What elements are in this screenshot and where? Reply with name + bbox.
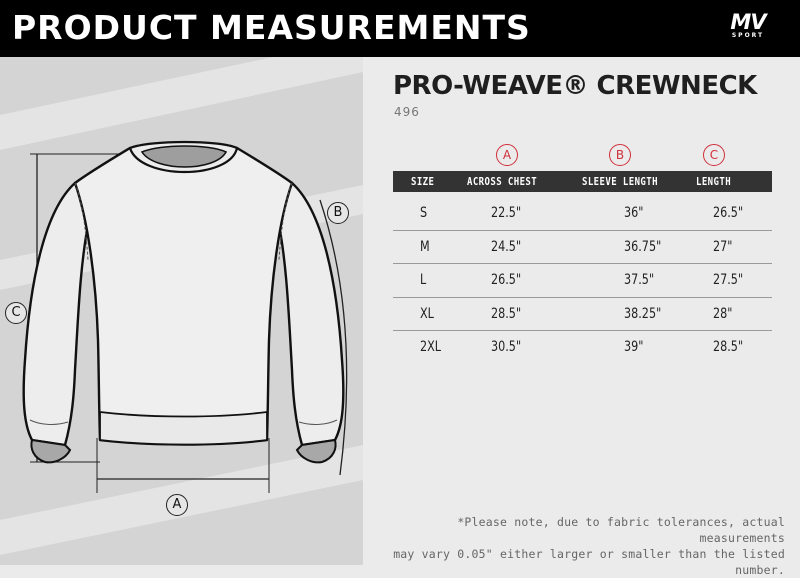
cell-sleeve-length: 38.25" bbox=[624, 305, 662, 322]
cell-length: 28" bbox=[713, 305, 733, 322]
cell-length: 27.5" bbox=[713, 272, 744, 288]
crewneck-illustration bbox=[0, 57, 363, 565]
garment-illustration-panel bbox=[0, 57, 363, 565]
cell-length: 26.5" bbox=[713, 205, 744, 221]
brand-logo bbox=[724, 12, 772, 44]
background-stripe bbox=[0, 57, 363, 150]
row-divider bbox=[393, 230, 772, 231]
waistband bbox=[100, 412, 267, 445]
cell-size: M bbox=[420, 238, 430, 255]
cell-size: L bbox=[420, 272, 427, 288]
cell-size: S bbox=[420, 205, 428, 221]
cell-size: XL bbox=[420, 305, 434, 322]
row-divider bbox=[393, 330, 772, 331]
row-divider bbox=[393, 263, 772, 264]
cell-sleeve-length: 36" bbox=[624, 205, 644, 221]
logo-subtext: SPORT bbox=[731, 32, 765, 39]
header-length: LENGTH bbox=[696, 175, 732, 188]
cell-across-chest: 28.5" bbox=[491, 305, 522, 322]
cell-length: 28.5" bbox=[713, 339, 744, 355]
cell-across-chest: 30.5" bbox=[491, 339, 522, 355]
sleeve-marker-b: B bbox=[327, 202, 349, 224]
header-size: SIZE bbox=[411, 175, 435, 188]
logo-mark: MV bbox=[730, 10, 766, 34]
chest-marker-a: A bbox=[166, 494, 188, 516]
column-marker-b: B bbox=[609, 144, 631, 166]
cell-length: 27" bbox=[713, 238, 733, 255]
header-across-chest: ACROSS CHEST bbox=[467, 175, 538, 188]
header-bar bbox=[0, 0, 800, 57]
length-marker-c: C bbox=[5, 302, 27, 324]
cell-sleeve-length: 37.5" bbox=[624, 272, 655, 288]
fabric-tolerance-note bbox=[380, 514, 785, 578]
style-number: 496 bbox=[394, 105, 420, 119]
note-line-1: *Please note, due to fabric tolerances, actual measurements bbox=[457, 515, 785, 545]
column-marker-a: A bbox=[496, 144, 518, 166]
note-line-2: may vary 0.05" either larger or smaller than the listed number. bbox=[393, 547, 785, 577]
cell-size: 2XL bbox=[420, 339, 442, 355]
row-divider bbox=[393, 297, 772, 298]
product-name: PRO-WEAVE® CREWNECK bbox=[393, 71, 757, 101]
cell-sleeve-length: 39" bbox=[624, 339, 644, 355]
cell-across-chest: 24.5" bbox=[491, 238, 522, 255]
table-header bbox=[393, 171, 772, 192]
cell-across-chest: 22.5" bbox=[491, 205, 522, 221]
column-marker-c: C bbox=[703, 144, 725, 166]
left-sleeve bbox=[24, 183, 90, 445]
cell-across-chest: 26.5" bbox=[491, 272, 522, 288]
page-title: PRODUCT MEASUREMENTS bbox=[12, 8, 531, 47]
cell-sleeve-length: 36.75" bbox=[624, 238, 662, 255]
sweatshirt-body bbox=[75, 148, 292, 445]
header-sleeve-length: SLEEVE LENGTH bbox=[582, 175, 658, 188]
